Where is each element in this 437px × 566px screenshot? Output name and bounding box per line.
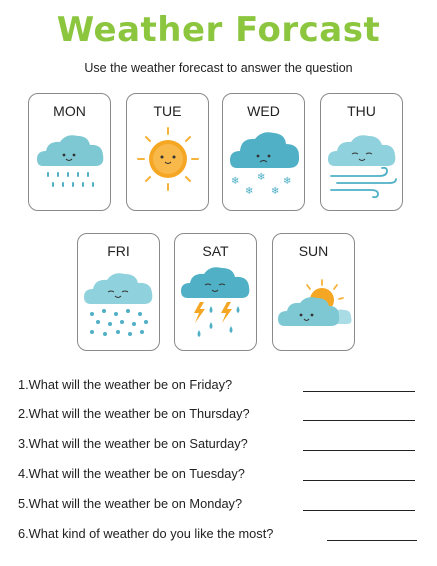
answer-line-6[interactable] <box>327 540 417 541</box>
partly-cloudy-icon <box>273 262 356 352</box>
answer-line-4[interactable] <box>303 480 415 481</box>
day-card-tue <box>126 93 209 211</box>
day-card-sat <box>174 233 257 351</box>
day-card-thu <box>320 93 403 211</box>
answer-line-3[interactable] <box>303 450 415 451</box>
sun-icon <box>127 122 210 212</box>
question-1: 1.What will the weather be on Friday? <box>18 377 233 392</box>
day-label: SUN <box>298 243 329 259</box>
day-card-mon <box>28 93 111 211</box>
svg-text:❄: ❄ <box>245 186 254 197</box>
answer-line-5[interactable] <box>303 510 415 511</box>
snowy-cloud-icon <box>223 122 306 212</box>
thunderstorm-cloud-icon <box>175 262 258 352</box>
answer-line-1[interactable] <box>303 391 415 392</box>
day-label: SAT <box>202 243 229 259</box>
day-label: THU <box>347 103 376 119</box>
day-label: TUE <box>153 103 182 119</box>
svg-text:❄: ❄ <box>283 176 292 187</box>
instructions: Use the weather forecast to answer the question <box>84 61 353 75</box>
heavy-rain-cloud-icon <box>78 262 161 352</box>
day-label: FRI <box>107 243 130 259</box>
day-card-wed <box>222 93 305 211</box>
question-6: 6.What kind of weather do you like the most? <box>18 526 274 541</box>
answer-line-2[interactable] <box>303 420 415 421</box>
svg-text:❄: ❄ <box>231 176 240 187</box>
svg-text:❄: ❄ <box>271 186 280 197</box>
day-label: MON <box>53 103 86 119</box>
worksheet-title: Weather Forcast <box>56 10 381 50</box>
day-label: WED <box>247 103 280 119</box>
day-card-fri <box>77 233 160 351</box>
question-3: 3.What will the weather be on Saturday? <box>18 436 248 451</box>
windy-cloud-icon <box>321 122 404 212</box>
rainy-cloud-icon <box>29 122 112 212</box>
day-card-sun <box>272 233 355 351</box>
question-4: 4.What will the weather be on Tuesday? <box>18 466 245 481</box>
question-5: 5.What will the weather be on Monday? <box>18 496 243 511</box>
svg-text:❄: ❄ <box>257 172 266 183</box>
question-2: 2.What will the weather be on Thursday? <box>18 406 250 421</box>
